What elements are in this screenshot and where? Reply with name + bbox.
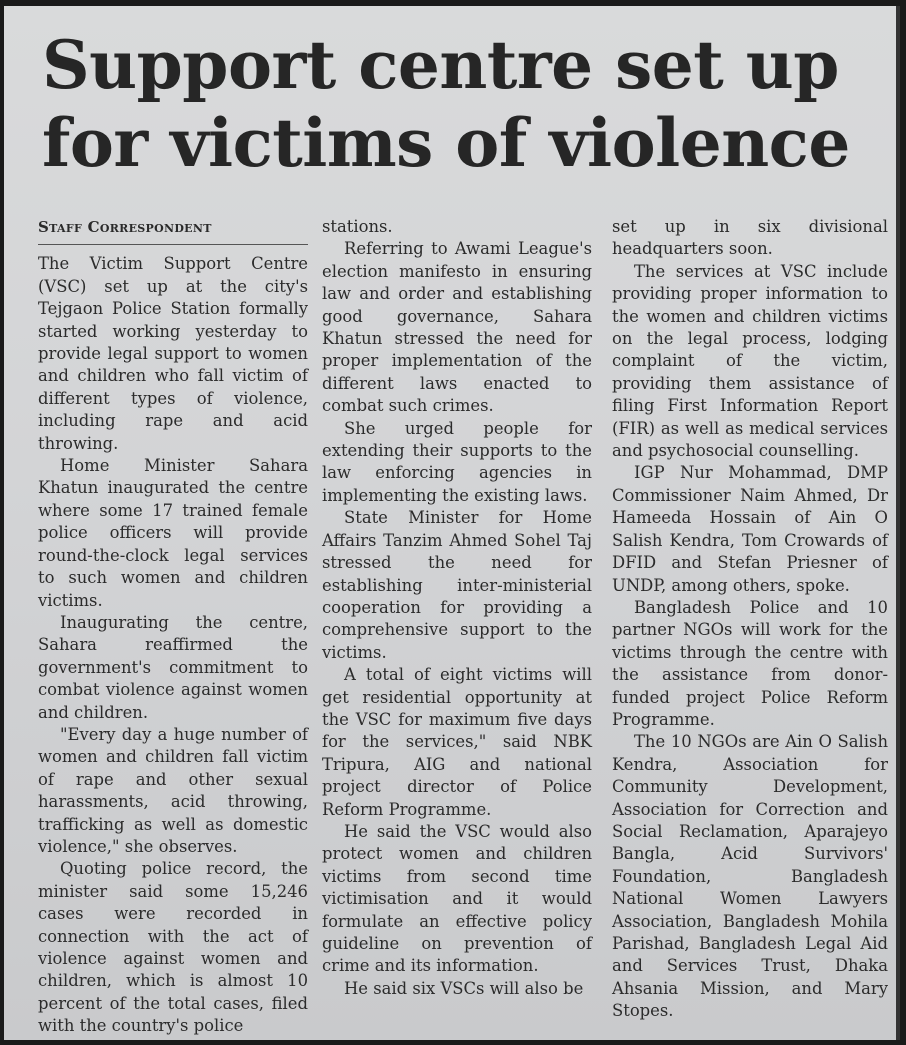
paragraph: Quoting police record, the minister said some 15,246 cases were recorded in connection with the act of violence against women and children, which is almost 10 percent of the total cases, filed with the country's police [38, 859, 308, 1036]
paragraph: Referring to Awami League's election manifesto in ensuring law and order and establishing good governance, Sahara Khatun stressed the need for proper implementation of the different laws enacted to combat such crimes. [322, 239, 592, 416]
article-column-2 [322, 216, 592, 1000]
paragraph: Home Minister Sahara Khatun inaugurated the centre where some 17 trained female police officers will provide round-the-clock legal services to such women and children victims. [38, 456, 308, 610]
paragraph: The Victim Support Centre (VSC) set up at the city's Tejgaon Police Station formally started working yesterday to provide legal support to women and children who fall victim of different types of violence, including rape and acid throwing. [38, 254, 308, 453]
column-rule [896, 6, 900, 1040]
paragraph: He said the VSC would also protect women and children victims from second time victimisation and it would formulate an effective policy guideline on prevention of crime and its information. [322, 821, 592, 976]
paragraph: The services at VSC include providing proper information to the women and children victims on the legal process, lodging complaint of the victim, providing them assistance of filing First Information Report (FIR) as well as medical services and psychosocial counselling. [612, 261, 888, 461]
newspaper-clipping [4, 6, 900, 1040]
paragraph: IGP Nur Mohammad, DMP Commissioner Naim Ahmed, Dr Hameeda Hossain of Ain O Salish Kendra, Tom Crowards of DFID and Stefan Priesner of UNDP, among others, spoke. [612, 463, 888, 595]
paragraph: He said six VSCs will also be [344, 978, 584, 998]
paragraph: She urged people for extending their supports to the law enforcing agencies in implementing the existing laws. [322, 418, 592, 505]
paragraph: stations. [322, 217, 393, 236]
paragraph: The 10 NGOs are Ain O Salish Kendra, Association for Community Development, Association for Correction and Social Reclamation, Aparajeyo Bangla, Acid Survivors' Foundation, Bangladesh National Women Lawyers Association, Bangladesh Mohila Parishad, Bangladesh Legal Aid and Services Trust, Dhaka Ahsania Mission, and Mary Stopes. [612, 732, 888, 1021]
paragraph: "Every day a huge number of women and children fall victim of rape and other sexual harassments, acid throwing, trafficking as well as domestic violence," she observes. [38, 724, 308, 856]
paragraph: Bangladesh Police and 10 partner NGOs will work for the victims through the centre with the assistance from donor-funded project Police Reform Programme. [612, 597, 888, 729]
paragraph: set up in six divisional headquarters soon. [612, 217, 888, 259]
article-column-3 [612, 216, 888, 1023]
article-column-1 [38, 216, 308, 1038]
byline: Staff Correspondent [38, 216, 308, 245]
paragraph: Inaugurating the centre, Sahara reaffirmed the government's commitment to combat violence against women and children. [38, 612, 308, 722]
paragraph: State Minister for Home Affairs Tanzim Ahmed Sohel Taj stressed the need for establishing inter-ministerial cooperation for providing a comprehensive support to the victims. [322, 508, 592, 662]
paragraph: A total of eight victims will get residential opportunity at the VSC for maximum five days for the services," said NBK Tripura, AIG and national project director of Police Reform Programme. [322, 665, 592, 819]
headline: Support centre set up for victims of violence [42, 26, 850, 182]
